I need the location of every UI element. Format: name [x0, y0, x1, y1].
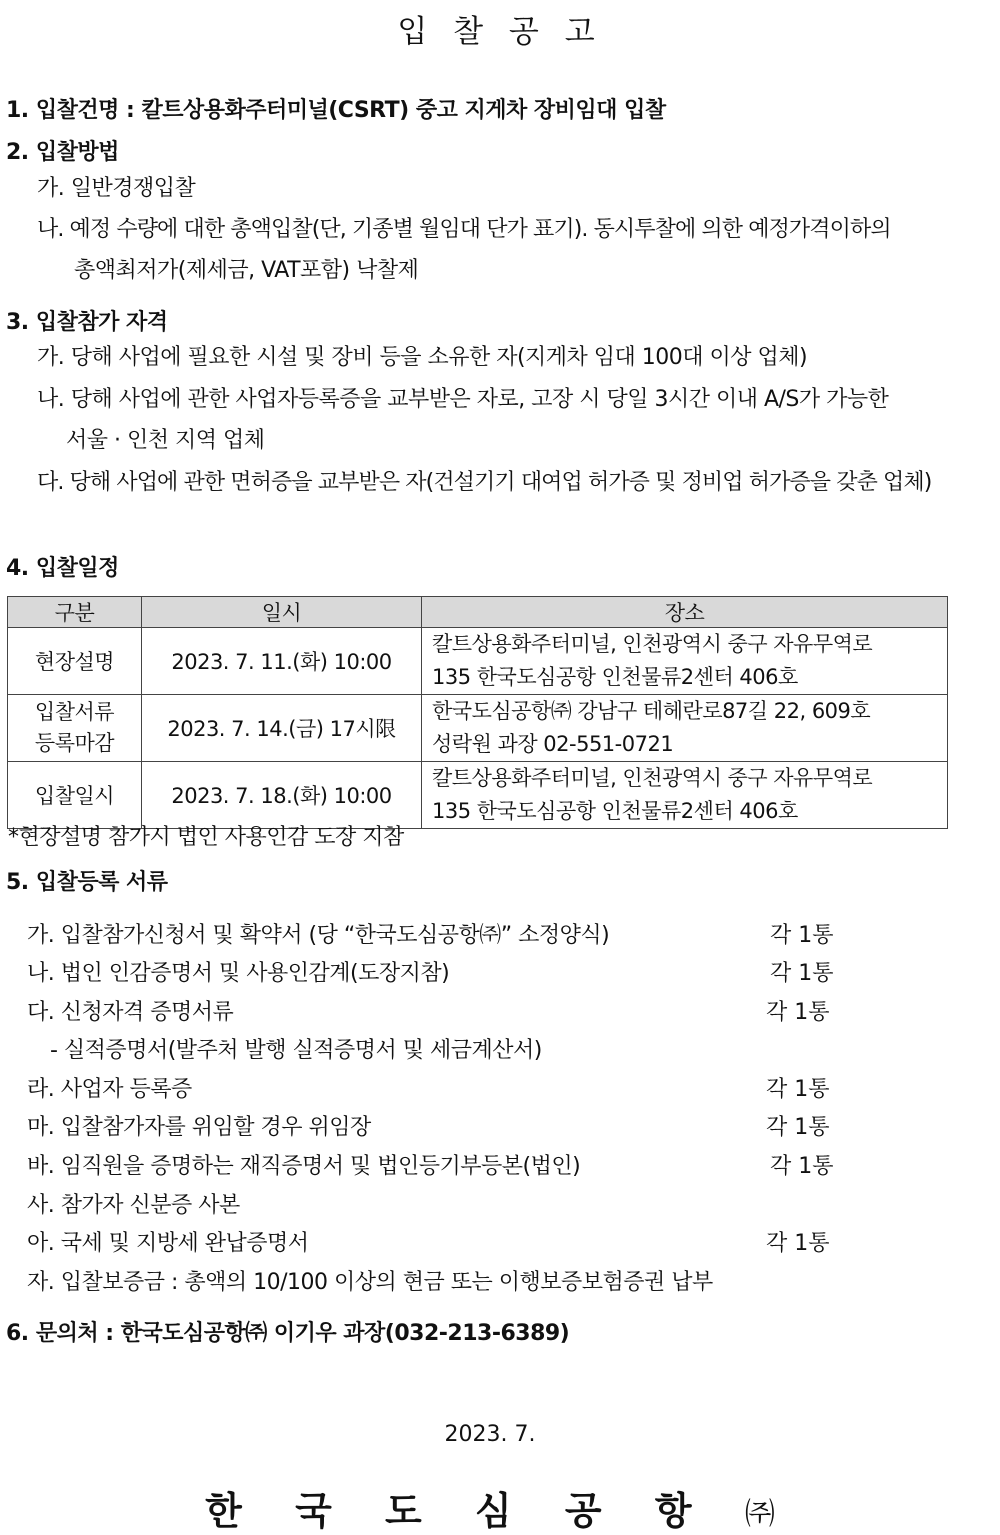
- doc-item-text: 나. 법인 인감증명서 및 사용인감계(도장지참): [27, 961, 450, 986]
- row-datetime: 2023. 7. 18.(화) 10:00: [142, 762, 422, 829]
- section-3-item-c: 다. 당해 사업에 관한 면허증을 교부받은 자(건설기기 대여업 허가증 및 정비업 허가증을 갖춘 업체): [37, 470, 932, 495]
- row-place: 칼트상용화주터미널, 인천광역시 중구 자유무역로 135 한국도심공항 인천물류2센터 406호: [422, 628, 948, 695]
- row-place: 칼트상용화주터미널, 인천광역시 중구 자유무역로 135 한국도심공항 인천물류2센터 406호: [422, 762, 948, 829]
- section-3-heading: 3. 입찰참가 자격: [6, 310, 168, 335]
- row-type: 입찰일시: [8, 762, 142, 829]
- doc-item-qty: 각 1통: [770, 923, 834, 948]
- company-name: 한 국 도 심 공 항 ㈜: [205, 1489, 775, 1533]
- doc-item-qty: 각 1통: [766, 1231, 830, 1256]
- schedule-row: [8, 628, 948, 695]
- section-2-item-b-line1: 나. 예정 수량에 대한 총액입찰(단, 기종별 월임대 단가 표기). 동시투찰에 의한 예정가격이하의: [37, 217, 891, 242]
- section-4-heading: 4. 입찰일정: [6, 556, 119, 581]
- row-datetime: 2023. 7. 11.(화) 10:00: [142, 628, 422, 695]
- schedule-header-row: [8, 597, 948, 628]
- header-datetime: 일시: [142, 597, 422, 628]
- schedule-note: *현장설명 참가시 법인 사용인감 도장 지참: [8, 825, 404, 850]
- doc-item-qty: 각 1통: [770, 1154, 834, 1179]
- doc-item-qty: 각 1통: [766, 1115, 830, 1140]
- doc-item-text: 다. 신청자격 증명서류: [27, 1000, 234, 1025]
- header-type: 구분: [8, 597, 142, 628]
- row-type: 현장설명: [8, 628, 142, 695]
- doc-item-qty: 각 1통: [766, 1000, 830, 1025]
- section-5-heading: 5. 입찰등록 서류: [6, 870, 168, 895]
- doc-item-qty: 각 1통: [770, 961, 834, 986]
- section-2-heading: 2. 입찰방법: [6, 140, 119, 165]
- header-place: 장소: [422, 597, 948, 628]
- section-3-item-a: 가. 당해 사업에 필요한 시설 및 장비 등을 소유한 자(지게차 임대 100대 이상 업체): [37, 345, 808, 370]
- doc-item-text: 라. 사업자 등록증: [27, 1077, 192, 1102]
- doc-item-text: - 실적증명서(발주처 발행 실적증명서 및 세금계산서): [50, 1038, 542, 1063]
- section-3-item-b-line2: 서울 · 인천 지역 업체: [66, 428, 265, 453]
- schedule-row: [8, 762, 948, 829]
- schedule-table: [7, 596, 948, 829]
- section-2-item-b-line2: 총액최저가(제세금, VAT포함) 낙찰제: [74, 258, 419, 283]
- notice-date: 2023. 7.: [444, 1422, 536, 1447]
- doc-item-text: 마. 입찰참가자를 위임할 경우 위임장: [27, 1115, 371, 1140]
- section-3-item-b-line1: 나. 당해 사업에 관한 사업자등록증을 교부받은 자로, 고장 시 당일 3시간 이내 A/S가 가능한: [37, 387, 889, 412]
- doc-item-text: 사. 참가자 신분증 사본: [27, 1193, 240, 1218]
- section-2-item-a: 가. 일반경쟁입찰: [37, 176, 196, 201]
- section-1-title: 1. 입찰건명 : 칼트상용화주터미널(CSRT) 중고 지게차 장비임대 입찰: [6, 98, 666, 123]
- doc-item-qty: 각 1통: [766, 1077, 830, 1102]
- doc-item-text: 자. 입찰보증금 : 총액의 10/100 이상의 현금 또는 이행보증보험증권 납부: [27, 1270, 713, 1295]
- doc-item-text: 바. 임직원을 증명하는 재직증명서 및 법인등기부등본(법인): [27, 1154, 581, 1179]
- row-type: 입찰서류 등록마감: [8, 695, 142, 762]
- document-title: 입 찰 공 고: [397, 14, 603, 50]
- row-datetime: 2023. 7. 14.(금) 17시限: [142, 695, 422, 762]
- schedule-row: [8, 695, 948, 762]
- row-place: 한국도심공항㈜ 강남구 테헤란로87길 22, 609호 성락원 과장 02-551-0721: [422, 695, 948, 762]
- doc-item-text: 아. 국세 및 지방세 완납증명서: [27, 1231, 309, 1256]
- section-6-contact: 6. 문의처 : 한국도심공항㈜ 이기우 과장(032-213-6389): [6, 1321, 570, 1346]
- doc-item-text: 가. 입찰참가신청서 및 확약서 (당 “한국도심공항㈜” 소정양식): [27, 923, 610, 948]
